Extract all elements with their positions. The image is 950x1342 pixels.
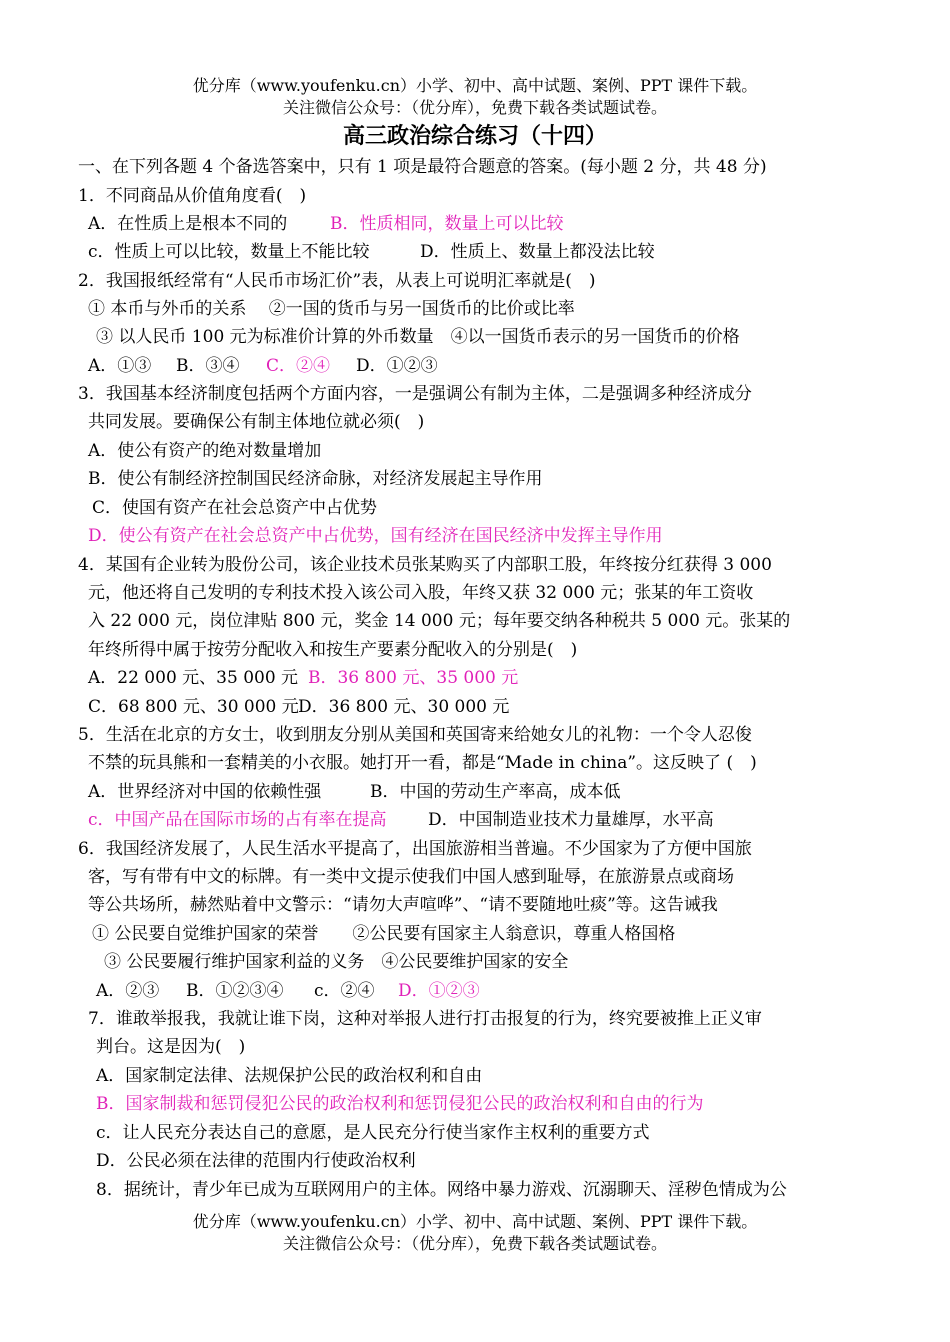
q1-option-d: D．性质上、数量上都没法比较 <box>420 242 655 262</box>
page-title: 高三政治综合练习（十四） <box>342 123 607 149</box>
q3-option-a: A．使公有资产的绝对数量增加 <box>88 441 322 461</box>
q4-stem-line-4: 年终所得中属于按劳分配收入和按生产要素分配收入的分别是( ) <box>88 640 578 660</box>
q4-stem-line-1: 4．某国有企业转为股份公司，该企业技术员张某购买了内部职工股，年终按分红获得 3 000 <box>78 555 772 575</box>
q5-option-a: A．世界经济对中国的依赖性强 <box>88 782 322 802</box>
q6-stem-line-2: 客，写有带有中文的标牌。有一类中文提示使我们中国人感到耻辱，在旅游景点或商场 <box>88 867 734 887</box>
section-instructions: 一、在下列各题 4 个备选答案中，只有 1 项是最符合题意的答案。(每小题 2 分，共 48 分) <box>78 157 767 177</box>
q6-option-a: A．②③ <box>96 981 160 1001</box>
footer-line-2: 关注微信公众号：（优分库），免费下载各类试题试卷。 <box>282 1234 667 1253</box>
header-line-2: 关注微信公众号：（优分库），免费下载各类试题试卷。 <box>282 98 667 117</box>
q3-option-d-answer: D．使公有资产在社会总资产中占优势，国有经济在国民经济中发挥主导作用 <box>88 526 663 546</box>
q7-option-b-answer: B．国家制裁和惩罚侵犯公民的政治权利和惩罚侵犯公民的政治权利和自由的行为 <box>96 1094 704 1114</box>
q4-option-d: D．36 800 元、30 000 元 <box>298 697 510 717</box>
q6-stem-line-1: 6．我国经济发展了，人民生活水平提高了，出国旅游相当普遍。不少国家为了方便中国旅 <box>78 839 752 859</box>
q5-stem-line-2: 不禁的玩具熊和一套精美的小衣服。她打开一看，都是“Made in china”。这反映了 ( ) <box>88 753 757 773</box>
q6-option-d-answer: D．①②③ <box>398 981 480 1001</box>
q6-items-1-2: ① 公民要自觉维护国家的荣誉 ②公民要有国家主人翁意识，尊重人格国格 <box>92 924 676 944</box>
q7-option-c: c．让人民充分表达自己的意愿，是人民充分行使当家作主权利的重要方式 <box>96 1123 650 1143</box>
q2-option-a: A．①③ <box>88 356 152 376</box>
q6-items-3-4: ③ 公民要履行维护国家利益的义务 ④公民要维护国家的安全 <box>104 952 569 972</box>
q2-option-c-answer: C．②④ <box>266 356 331 376</box>
q4-option-b-answer: B．36 800 元、35 000 元 <box>308 668 519 688</box>
q4-option-a: A．22 000 元、35 000 元 <box>88 668 299 688</box>
q5-stem-line-1: 5．生活在北京的方女士，收到朋友分别从美国和英国寄来给她女儿的礼物：一个令人忍俊 <box>78 725 752 745</box>
q6-option-b: B．①②③④ <box>186 981 284 1001</box>
q1-option-b-answer: B．性质相同，数量上可以比较 <box>330 214 564 234</box>
q7-stem-line-2: 判台。这是因为( ) <box>96 1037 246 1057</box>
q6-stem-line-3: 等公共场所，赫然贴着中文警示：“请勿大声喧哗”、“请不要随地吐痰”等。这告诫我 <box>88 895 718 915</box>
q3-stem-line-2: 共同发展。要确保公有制主体地位就必须( ) <box>88 412 425 432</box>
q2-stem: 2．我国报纸经常有“人民币市场汇价”表，从表上可说明汇率就是( ) <box>78 271 596 291</box>
q3-stem-line-1: 3．我国基本经济制度包括两个方面内容，一是强调公有制为主体，二是强调多种经济成分 <box>78 384 752 404</box>
header-line-1: 优分库（www.youfenku.cn）小学、初中、高中试题、案例、PPT 课件下载。 <box>192 76 758 95</box>
q7-option-a: A．国家制定法律、法规保护公民的政治权利和自由 <box>96 1066 483 1086</box>
footer-line-1: 优分库（www.youfenku.cn）小学、初中、高中试题、案例、PPT 课件下载。 <box>192 1212 758 1231</box>
q2-items-3-4: ③ 以人民币 100 元为标准价计算的外币数量 ④以一国货币表示的另一国货币的价格 <box>96 327 740 347</box>
q2-items-1-2: ① 本币与外币的关系 ②一国的货币与另一国货币的比价或比率 <box>88 299 575 319</box>
q2-option-d: D．①②③ <box>356 356 438 376</box>
q5-option-b: B．中国的劳动生产率高，成本低 <box>370 782 621 802</box>
q1-stem: 1．不同商品从价值角度看( ) <box>78 186 307 206</box>
q1-option-a: A．在性质上是根本不同的 <box>88 214 288 234</box>
q3-option-c: C．使国有资产在社会总资产中占优势 <box>92 498 378 518</box>
q3-option-b: B．使公有制经济控制国民经济命脉，对经济发展起主导作用 <box>88 469 543 489</box>
q5-option-c-answer: c．中国产品在国际市场的占有率在提高 <box>88 810 387 830</box>
q7-stem-line-1: 7．谁敢举报我，我就让谁下岗，这种对举报人进行打击报复的行为，终究要被推上正义审 <box>88 1009 762 1029</box>
q8-stem-line-1: 8．据统计，青少年已成为互联网用户的主体。网络中暴力游戏、沉溺聊天、淫秽色情成为公 <box>96 1180 787 1200</box>
q5-option-d: D．中国制造业技术力量雄厚，水平高 <box>428 810 714 830</box>
q6-option-c: c．②④ <box>314 981 375 1001</box>
q4-stem-line-3: 入 22 000 元，岗位津贴 800 元，奖金 14 000 元；每年要交纳各种税共 5 000 元。张某的 <box>88 611 791 631</box>
q7-option-d: D．公民必须在法律的范围内行使政治权利 <box>96 1151 416 1171</box>
q1-option-c: c．性质上可以比较，数量上不能比较 <box>88 242 370 262</box>
q4-stem-line-2: 元，他还将自己发明的专利技术投入该公司入股，年终又获 32 000 元；张某的年工资收 <box>88 583 754 603</box>
q2-option-b: B．③④ <box>176 356 240 376</box>
q4-option-c: C．68 800 元、30 000 元 <box>88 697 299 717</box>
